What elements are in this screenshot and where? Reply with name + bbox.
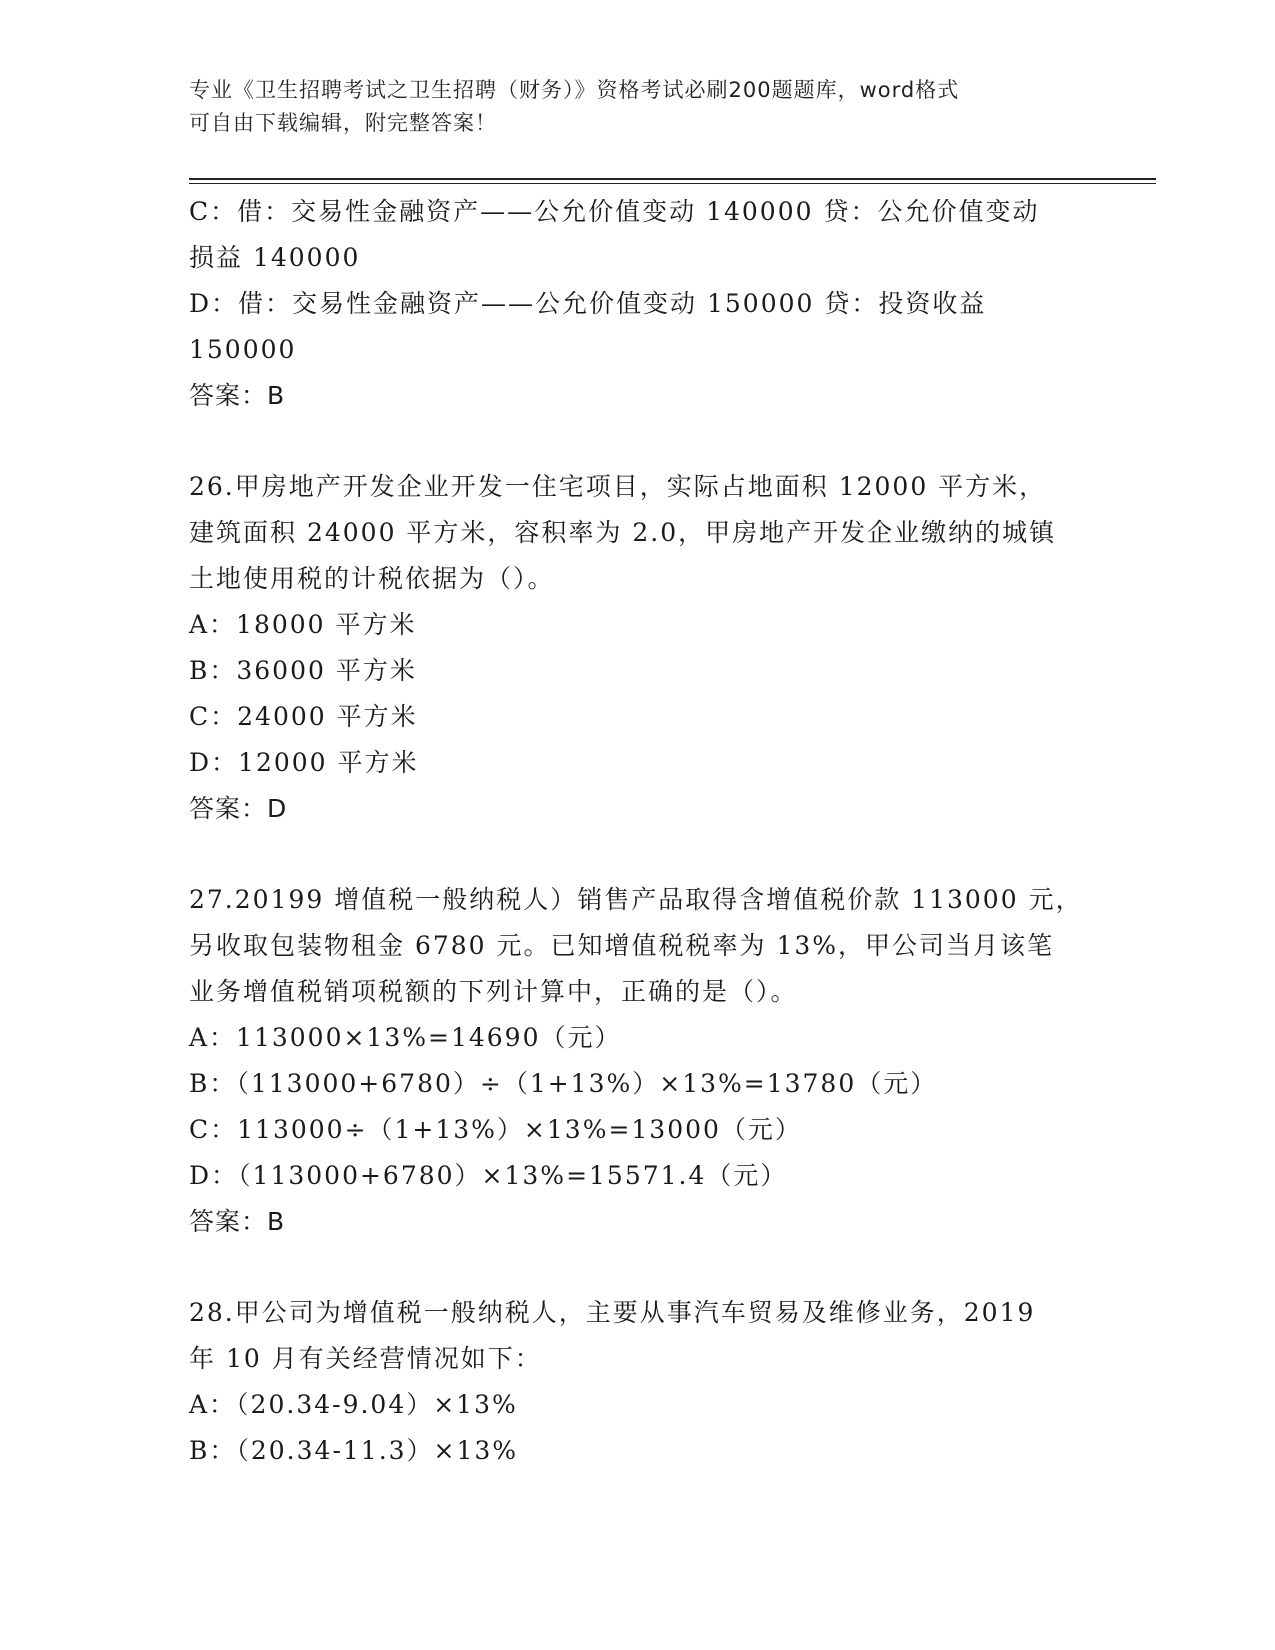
header-rule-thick (189, 178, 1156, 180)
q28-option-a: A：（20.34-9.04）×13% (189, 1390, 518, 1419)
q28-stem-line-1: 28.甲公司为增值税一般纳税人，主要从事汽车贸易及维修业务，2019 (189, 1298, 1036, 1327)
q26-answer: 答案：D (189, 794, 288, 823)
q27-stem-line-2: 另收取包装物租金 6780 元。已知增值税税率为 13%，甲公司当月该笔 (189, 931, 1055, 960)
q27-option-c: C：113000÷（1+13%）×13%=13000（元） (189, 1115, 802, 1144)
q26-stem-line-2: 建筑面积 24000 平方米，容积率为 2.0，甲房地产开发企业缴纳的城镇 (189, 518, 1057, 547)
q27-option-a: A：113000×13%=14690（元） (189, 1023, 622, 1052)
q26-option-d: D：12000 平方米 (189, 748, 419, 777)
q25-option-d-line-2: 150000 (189, 335, 297, 364)
header-line-1: 专业《卫生招聘考试之卫生招聘（财务）》资格考试必刷200题题库，word格式 (189, 78, 960, 102)
header-rule-thin (189, 183, 1156, 184)
header-line-2: 可自由下载编辑，附完整答案！ (189, 111, 497, 135)
document-header (189, 74, 1089, 140)
q26-option-c: C：24000 平方米 (189, 702, 418, 731)
spacer (189, 1245, 1129, 1290)
q25-option-c-line-2: 损益 140000 (189, 243, 361, 272)
q28-stem-line-2: 年 10 月有关经营情况如下： (189, 1344, 542, 1373)
q27-stem-line-1: 27.20199 增值税一般纳税人）销售产品取得含增值税价款 113000 元， (189, 885, 1083, 914)
q25-option-c-line-1: C：借：交易性金融资产——公允价值变动 140000 贷：公允价值变动 (189, 197, 1040, 226)
spacer (189, 832, 1129, 877)
document-body (189, 189, 1129, 1474)
q28-option-b: B：（20.34-11.3）×13% (189, 1436, 519, 1465)
q26-stem-line-3: 土地使用税的计税依据为（）。 (189, 564, 555, 593)
q25-option-d-line-1: D：借：交易性金融资产——公允价值变动 150000 贷：投资收益 (189, 289, 987, 318)
q27-option-b: B：（113000+6780）÷（1+13%）×13%=13780（元） (189, 1069, 938, 1098)
q25-answer: 答案：B (189, 381, 286, 410)
q26-option-b: B：36000 平方米 (189, 656, 417, 685)
q26-stem-line-1: 26.甲房地产开发企业开发一住宅项目，实际占地面积 12000 平方米， (189, 472, 1047, 501)
q26-option-a: A：18000 平方米 (189, 610, 417, 639)
q27-answer: 答案：B (189, 1207, 286, 1236)
spacer (189, 419, 1129, 464)
q27-stem-line-3: 业务增值税销项税额的下列计算中，正确的是（）。 (189, 977, 798, 1006)
q27-option-d: D：（113000+6780）×13%=15571.4（元） (189, 1161, 788, 1190)
